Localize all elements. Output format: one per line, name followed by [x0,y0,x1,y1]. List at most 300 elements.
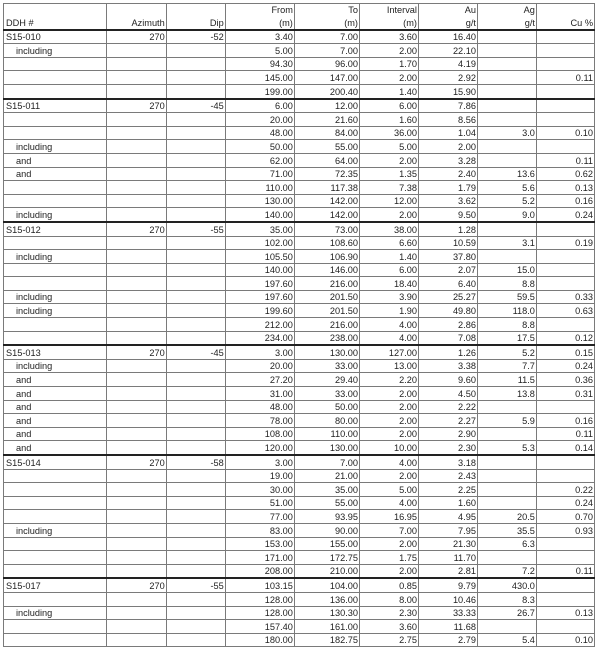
au-cell: 2.90 [418,427,477,441]
dip-cell [166,441,225,455]
cu-cell [536,469,594,483]
table-row [4,331,595,345]
ag-cell [477,496,536,510]
dip-cell [166,236,225,250]
header-interval-unit: (m) [359,16,418,30]
table-row [4,194,595,208]
from-cell: 140.00 [225,263,294,277]
ag-cell [477,57,536,71]
cu-cell [536,222,594,236]
azimuth-cell: 270 [106,222,166,236]
ddh-cell: S15-013 [4,345,107,359]
interval-cell: 2.00 [359,153,418,167]
dip-cell [166,606,225,620]
to-cell: 29.40 [294,373,359,387]
to-cell: 7.00 [294,455,359,469]
azimuth-cell [106,208,166,222]
interval-cell: 4.00 [359,455,418,469]
ag-cell: 9.0 [477,208,536,222]
ag-cell: 5.2 [477,345,536,359]
ag-cell [477,71,536,85]
to-cell: 117.38 [294,181,359,195]
interval-cell: 2.00 [359,44,418,58]
cu-cell [536,140,594,154]
dip-cell [166,523,225,537]
from-cell: 31.00 [225,387,294,401]
cu-cell [536,84,594,98]
from-cell: 128.00 [225,606,294,620]
cu-cell [536,99,594,113]
interval-cell: 8.00 [359,592,418,606]
ag-cell [477,469,536,483]
dip-cell [166,84,225,98]
ddh-cell [4,592,107,606]
to-cell: 80.00 [294,414,359,428]
cu-cell: 0.10 [536,633,594,647]
ddh-cell [4,277,107,291]
from-cell: 3.40 [225,30,294,44]
azimuth-cell [106,414,166,428]
cu-cell: 0.19 [536,236,594,250]
to-cell: 7.00 [294,44,359,58]
interval-cell: 3.90 [359,290,418,304]
table-row [4,304,595,318]
ddh-cell: and [4,400,107,414]
azimuth-cell [106,510,166,524]
header-au: Au [418,4,477,17]
table-row [4,427,595,441]
interval-cell: 6.00 [359,99,418,113]
cu-cell: 0.11 [536,564,594,578]
table-row [4,236,595,250]
cu-cell [536,455,594,469]
cu-cell: 0.24 [536,496,594,510]
table-row-hole [4,30,595,44]
table-row [4,620,595,634]
azimuth-cell [106,523,166,537]
dip-cell [166,469,225,483]
to-cell: 93.95 [294,510,359,524]
cu-cell: 0.16 [536,414,594,428]
table-body [4,30,595,647]
cu-cell: 0.11 [536,153,594,167]
interval-cell: 1.70 [359,57,418,71]
azimuth-cell [106,427,166,441]
au-cell: 2.22 [418,400,477,414]
au-cell: 3.38 [418,359,477,373]
ddh-cell: including [4,140,107,154]
ddh-cell [4,633,107,647]
ddh-cell [4,84,107,98]
to-cell: 73.00 [294,222,359,236]
to-cell: 108.60 [294,236,359,250]
azimuth-cell [106,606,166,620]
table-row [4,483,595,497]
table-row [4,263,595,277]
header-au-unit: g/t [418,16,477,30]
to-cell: 84.00 [294,126,359,140]
ag-cell [477,44,536,58]
table-row [4,633,595,647]
cu-cell: 0.31 [536,387,594,401]
table-row [4,126,595,140]
interval-cell: 2.00 [359,208,418,222]
table-row-hole [4,345,595,359]
to-cell: 21.60 [294,113,359,127]
header-row-labels [4,16,595,30]
cu-cell: 0.24 [536,359,594,373]
ag-cell: 8.8 [477,318,536,332]
from-cell: 48.00 [225,400,294,414]
azimuth-cell [106,140,166,154]
table-row [4,181,595,195]
ddh-cell [4,537,107,551]
azimuth-cell [106,113,166,127]
au-cell: 37.80 [418,250,477,264]
table-row [4,564,595,578]
interval-cell: 13.00 [359,359,418,373]
interval-cell: 0.85 [359,578,418,592]
ag-cell: 6.3 [477,537,536,551]
table-row [4,153,595,167]
header-dip: Dip [166,16,225,30]
header-azimuth-top [106,4,166,17]
interval-cell: 5.00 [359,483,418,497]
interval-cell: 2.75 [359,633,418,647]
ag-cell: 35.5 [477,523,536,537]
ag-cell: 20.5 [477,510,536,524]
azimuth-cell [106,400,166,414]
ddh-cell: and [4,414,107,428]
au-cell: 1.79 [418,181,477,195]
dip-cell [166,359,225,373]
dip-cell [166,57,225,71]
header-dip-top [166,4,225,17]
ddh-cell: S15-012 [4,222,107,236]
au-cell: 2.92 [418,71,477,85]
au-cell: 2.30 [418,441,477,455]
dip-cell [166,194,225,208]
dip-cell [166,551,225,565]
ag-cell: 5.4 [477,633,536,647]
from-cell: 130.00 [225,194,294,208]
ddh-cell: and [4,441,107,455]
cu-cell: 0.93 [536,523,594,537]
from-cell: 197.60 [225,277,294,291]
azimuth-cell [106,483,166,497]
ag-cell [477,427,536,441]
cu-cell [536,57,594,71]
azimuth-cell [106,153,166,167]
au-cell: 1.60 [418,496,477,510]
from-cell: 5.00 [225,44,294,58]
ddh-cell: and [4,373,107,387]
azimuth-cell [106,373,166,387]
drill-results-table [3,3,595,647]
ddh-cell [4,126,107,140]
interval-cell: 1.90 [359,304,418,318]
interval-cell: 38.00 [359,222,418,236]
table-row [4,387,595,401]
interval-cell: 127.00 [359,345,418,359]
au-cell: 2.81 [418,564,477,578]
azimuth-cell [106,126,166,140]
azimuth-cell [106,71,166,85]
interval-cell: 2.00 [359,469,418,483]
table-row-hole [4,99,595,113]
ag-cell: 26.7 [477,606,536,620]
azimuth-cell [106,387,166,401]
to-cell: 72.35 [294,167,359,181]
ag-cell [477,551,536,565]
au-cell: 8.56 [418,113,477,127]
azimuth-cell [106,57,166,71]
to-cell: 130.30 [294,606,359,620]
ddh-cell [4,510,107,524]
interval-cell: 2.00 [359,564,418,578]
interval-cell: 4.00 [359,318,418,332]
table-row [4,400,595,414]
azimuth-cell [106,331,166,345]
interval-cell: 4.00 [359,331,418,345]
table-row [4,140,595,154]
table-row [4,469,595,483]
dip-cell [166,387,225,401]
ag-cell: 5.6 [477,181,536,195]
ag-cell: 8.3 [477,592,536,606]
au-cell: 6.40 [418,277,477,291]
cu-cell: 0.13 [536,606,594,620]
au-cell: 16.40 [418,30,477,44]
interval-cell: 10.00 [359,441,418,455]
azimuth-cell [106,84,166,98]
interval-cell: 12.00 [359,194,418,208]
ddh-cell: including [4,250,107,264]
to-cell: 155.00 [294,537,359,551]
to-cell: 182.75 [294,633,359,647]
to-cell: 201.50 [294,290,359,304]
interval-cell: 2.00 [359,71,418,85]
azimuth-cell: 270 [106,99,166,113]
table-row [4,84,595,98]
cu-cell: 0.10 [536,126,594,140]
cu-cell [536,551,594,565]
au-cell: 2.25 [418,483,477,497]
dip-cell [166,277,225,291]
to-cell: 110.00 [294,427,359,441]
cu-cell [536,263,594,277]
ddh-cell [4,620,107,634]
dip-cell [166,400,225,414]
from-cell: 62.00 [225,153,294,167]
interval-cell: 4.00 [359,496,418,510]
table-row [4,290,595,304]
dip-cell: -45 [166,345,225,359]
ag-cell: 7.2 [477,564,536,578]
from-cell: 199.00 [225,84,294,98]
cu-cell [536,620,594,634]
to-cell: 146.00 [294,263,359,277]
header-from: From [225,4,294,17]
dip-cell [166,373,225,387]
to-cell: 50.00 [294,400,359,414]
au-cell: 9.50 [418,208,477,222]
ddh-cell: including [4,290,107,304]
to-cell: 147.00 [294,71,359,85]
cu-cell: 0.33 [536,290,594,304]
au-cell: 2.86 [418,318,477,332]
to-cell: 55.00 [294,140,359,154]
interval-cell: 16.95 [359,510,418,524]
ag-cell: 5.9 [477,414,536,428]
dip-cell [166,592,225,606]
table-row [4,71,595,85]
header-interval: Interval [359,4,418,17]
ddh-cell: including [4,359,107,373]
header-azimuth: Azimuth [106,16,166,30]
table-row [4,250,595,264]
from-cell: 6.00 [225,99,294,113]
from-cell: 105.50 [225,250,294,264]
ddh-cell: including [4,606,107,620]
azimuth-cell [106,194,166,208]
ddh-cell [4,564,107,578]
from-cell: 50.00 [225,140,294,154]
to-cell: 64.00 [294,153,359,167]
azimuth-cell [106,537,166,551]
ag-cell: 13.8 [477,387,536,401]
table-row [4,318,595,332]
ag-cell [477,84,536,98]
to-cell: 161.00 [294,620,359,634]
cu-cell: 0.11 [536,427,594,441]
dip-cell [166,483,225,497]
au-cell: 3.18 [418,455,477,469]
table-row [4,496,595,510]
dip-cell [166,620,225,634]
to-cell: 142.00 [294,194,359,208]
from-cell: 83.00 [225,523,294,537]
au-cell: 7.86 [418,99,477,113]
table-row [4,551,595,565]
ddh-cell: and [4,387,107,401]
ddh-cell [4,331,107,345]
azimuth-cell [106,263,166,277]
au-cell: 1.28 [418,222,477,236]
azimuth-cell [106,290,166,304]
interval-cell: 1.40 [359,250,418,264]
from-cell: 103.15 [225,578,294,592]
header-cu: Cu % [536,16,594,30]
dip-cell [166,318,225,332]
from-cell: 3.00 [225,345,294,359]
dip-cell [166,331,225,345]
header-to: To [294,4,359,17]
dip-cell [166,263,225,277]
ddh-cell: including [4,523,107,537]
azimuth-cell [106,633,166,647]
ddh-cell [4,57,107,71]
ag-cell: 13.6 [477,167,536,181]
interval-cell: 7.38 [359,181,418,195]
table-row [4,606,595,620]
azimuth-cell [106,564,166,578]
header-ddh-top [4,4,107,17]
dip-cell [166,208,225,222]
au-cell: 21.30 [418,537,477,551]
interval-cell: 2.20 [359,373,418,387]
ag-cell: 17.5 [477,331,536,345]
table-row [4,523,595,537]
cu-cell: 0.13 [536,181,594,195]
au-cell: 7.08 [418,331,477,345]
table-row-hole [4,222,595,236]
azimuth-cell [106,304,166,318]
ddh-cell [4,318,107,332]
ag-cell [477,113,536,127]
dip-cell [166,113,225,127]
from-cell: 35.00 [225,222,294,236]
azimuth-cell [106,44,166,58]
from-cell: 180.00 [225,633,294,647]
ag-cell: 59.5 [477,290,536,304]
to-cell: 21.00 [294,469,359,483]
table-row [4,57,595,71]
azimuth-cell [106,441,166,455]
azimuth-cell: 270 [106,30,166,44]
ag-cell [477,30,536,44]
dip-cell [166,153,225,167]
au-cell: 1.26 [418,345,477,359]
dip-cell [166,510,225,524]
azimuth-cell: 270 [106,578,166,592]
interval-cell: 1.40 [359,84,418,98]
interval-cell: 5.00 [359,140,418,154]
from-cell: 199.60 [225,304,294,318]
ag-cell: 8.8 [477,277,536,291]
azimuth-cell [106,620,166,634]
header-ag: Ag [477,4,536,17]
header-ag-unit: g/t [477,16,536,30]
azimuth-cell [106,318,166,332]
table-row-hole [4,455,595,469]
dip-cell [166,633,225,647]
ddh-cell [4,483,107,497]
cu-cell [536,44,594,58]
interval-cell: 2.00 [359,427,418,441]
ddh-cell: including [4,208,107,222]
ddh-cell: and [4,153,107,167]
from-cell: 208.00 [225,564,294,578]
ddh-cell: including [4,44,107,58]
ag-cell: 3.1 [477,236,536,250]
interval-cell: 7.00 [359,523,418,537]
interval-cell: 2.00 [359,414,418,428]
to-cell: 55.00 [294,496,359,510]
from-cell: 140.00 [225,208,294,222]
azimuth-cell [106,359,166,373]
from-cell: 234.00 [225,331,294,345]
ag-cell: 7.7 [477,359,536,373]
cu-cell [536,250,594,264]
au-cell: 22.10 [418,44,477,58]
header-cu-top [536,4,594,17]
au-cell: 9.79 [418,578,477,592]
interval-cell: 2.30 [359,606,418,620]
ag-cell [477,250,536,264]
to-cell: 90.00 [294,523,359,537]
ddh-cell [4,71,107,85]
